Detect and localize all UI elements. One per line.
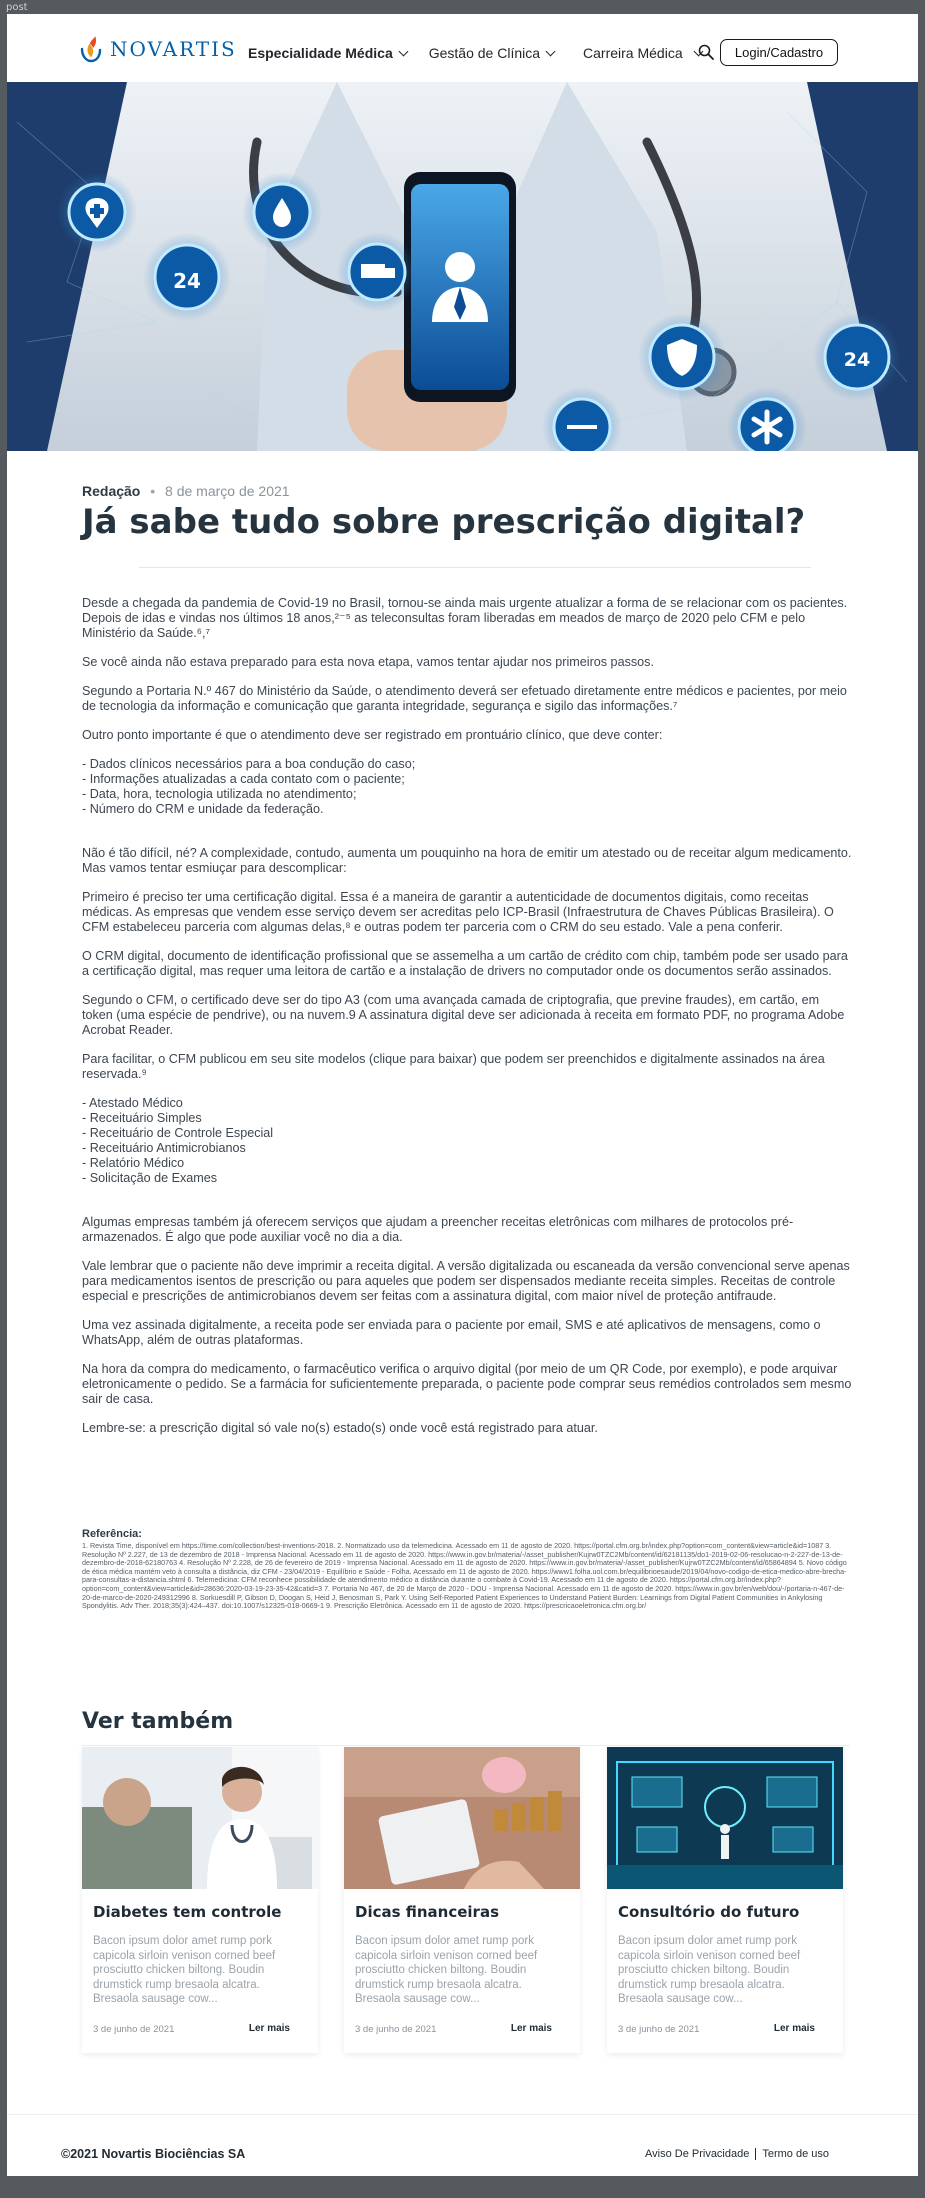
card-date: 3 de junho de 2021 — [93, 2024, 175, 2035]
read-more-link[interactable]: Ler mais — [248, 2023, 290, 2034]
card-title[interactable]: Diabetes tem controle — [93, 1903, 282, 1921]
footer-separator — [755, 2148, 756, 2160]
related-card[interactable] — [607, 1747, 843, 2053]
read-more-link[interactable]: Ler mais — [773, 2023, 815, 2034]
nav-item-label: Especialidade Médica — [248, 45, 393, 61]
list-item: - Solicitação de Exames — [82, 1171, 218, 1185]
nav-item-label: Gestão de Clínica — [428, 45, 541, 61]
meta-separator: • — [150, 483, 156, 499]
novartis-logo[interactable] — [78, 35, 237, 63]
references-text: 1. Revista Time, disponível em https://time.com/collection/best-inventions-2018. 2. Normatizado uso da telemedicina. Acessado em 11 de agosto de 2020. https://portal.cfm.org.br/index.php?option=com_content&view=article&id=1087 3. Resolução Nº 2.227, de 13 de dezembro de 2018 - Imprensa Nacional. Acessado em 11 de agosto de 2020. https://www.in.gov.br/materia/-/asset_publisher/Kujrw0TZC2Mb/content/id/62181135/do1-2019-02-06-resolucao-n-2-227-de-13-de-dezembro-de-2018-62180763 4. Resolução Nº 2.228, de 26 de fevereiro de 2019 - Imprensa Nacional. Acessado em 11 de agosto de 2020. https://www.in.gov.br/materia/-/asset_publisher/Kujrw0TZC2Mb/content/id/65864894 5. Novo código de ética médica mantém veto à consulta a distância, diz CFM - 23/04/2019 - Equilíbrio e Saúde - Folha. Acessado em 11 de agosto de 2020. https://www1.folha.uol.com.br/equilibrioesaude/2019/04/novo-codigo-de-etica-medico-abre-brecha-para-consultas-a-distancia.shtml 6. Telemedicina: CFM reconhece possibilidade de atendimento médico a distância durante o combate à Covid-19. Acessado em 11 de agosto de 2020. https://portal.cfm.org.br/index.php?option=com_content&view=article&id=28636:2020-03-19-23-35-42&catid=3 7. Portaria No 467, de 20 de Março de 2020 - DOU - Imprensa Nacional. Acessado em 11 de agosto de 2020. https://www.in.gov.br/en/web/dou/-/portaria-n-467-de-20-de-marco-de-2020-249312996 8. Sorkuesdill P, Gibson D, Doogan S, Heid J, Benosman S, Park Y. Using Self-Reported Patient Experiences to Understand Patient Burden: Learnings from Digital Patient Communities in Ankylosing Spondylitis. Adv Ther. 2018;35(3):424–437. doi:10.1007/s12325-018-0669-1 9. Prescrição Eletrônica. Acessado em 11 de agosto de 2020. https://prescricaoeletronica.cfm.org.br/ — [82, 1541, 847, 1611]
paragraph: Uma vez assinada digitalmente, a receita pode ser enviada para o paciente por email, SMS e até aplicativos de mensagens, como o WhatsApp, além de outras plataformas. — [82, 1318, 821, 1347]
novartis-flame-icon — [78, 35, 104, 63]
references — [82, 1528, 854, 1611]
list-item: - Informações atualizadas a cada contato com o paciente; — [82, 772, 405, 786]
footer-copyright: ©2021 Novartis Biociências SA — [61, 2147, 246, 2161]
article-author[interactable]: Redação — [82, 483, 141, 499]
nav-gestao-de-clinica[interactable] — [429, 45, 554, 61]
article-body — [82, 596, 852, 1450]
list-item: - Dados clínicos necessários para a boa condução do caso; — [82, 757, 416, 771]
card-image — [607, 1747, 843, 1889]
related-card[interactable] — [82, 1747, 318, 2053]
paragraph: O CRM digital, documento de identificação profissional que se assemelha a um cartão de crédito com chip, também pode ser usado para a certificação digital, mas requer uma leitora de cartão e a instalação de drivers no computador onde os documentos serão assinados. — [82, 949, 848, 978]
related-card[interactable] — [344, 1747, 580, 2053]
read-more-link[interactable]: Ler mais — [510, 2023, 552, 2034]
record-requirements-list — [82, 757, 852, 817]
nav-carreira-medica[interactable] — [583, 45, 702, 61]
card-excerpt: Bacon ipsum dolor amet rump pork capicola sirloin venison corned beef prosciutto chicken biltong. Boudin drumstick rump bresaola alcatra. Bresaola sausage cow... — [93, 1935, 276, 2005]
paragraph: Algumas empresas também já oferecem serviços que ajudam a preencher receitas eletrônicas com milhares de protocolos pré-armazenados. É algo que pode auxiliar você no dia a dia. — [82, 1215, 794, 1244]
article-title: Já sabe tudo sobre prescrição digital? — [82, 502, 806, 542]
hero-image — [7, 82, 918, 451]
article-date: 8 de março de 2021 — [165, 483, 290, 499]
list-item: - Relatório Médico — [82, 1156, 185, 1170]
list-item: - Número do CRM e unidade da federação. — [82, 802, 324, 816]
paragraph: Vale lembrar que o paciente não deve imprimir a receita digital. A versão digitalizada ou escaneada da versão convencional serve apenas para medicamentos isentos de prescrição ou para aqueles que podem ser dispensados mediante receita simples. Receitas de controle especial e prescrições de antimicrobianos devem ser feitas com a assinatura digital, com maior nível de proteção antifraude. — [82, 1259, 850, 1303]
search-icon[interactable] — [698, 44, 714, 60]
list-item: - Receituário Simples — [82, 1111, 202, 1125]
telemedicine-illustration — [7, 82, 918, 451]
page — [7, 14, 918, 2176]
paragraph: Primeiro é preciso ter uma certificação digital. Essa é a maneira de garantir a autenticidade de documentos digitais, como receitas médicas. As empresas que vendem esse serviço devem ser acreditas pelo ICP-Brasil (Infraestrutura de Chaves Públicas Brasileira). O CFM estabeleceu parceria com algumas delas,⁸ e outras podem ter parceria com o CRM do seu estado. Vale a pena conferir. — [82, 890, 834, 934]
frame-label: post — [6, 2, 28, 13]
list-item: - Receituário de Controle Especial — [82, 1126, 274, 1140]
paragraph: Não é tão difícil, né? A complexidade, contudo, aumenta um pouquinho na hora de emitir um atestado ou de receitar algum medicamento. Mas vamos tentar esmiuçar para descomplicar: — [82, 846, 852, 875]
references-title: Referência: — [82, 1528, 142, 1540]
paragraph: Se você ainda não estava preparado para esta nova etapa, vamos tentar ajudar nos primeiros passos. — [82, 655, 654, 669]
brand-name: NOVARTIS — [110, 37, 237, 61]
article-meta — [82, 483, 290, 499]
paragraph: Segundo o CFM, o certificado deve ser do tipo A3 (com uma avançada camada de criptografia, que previne fraudes), em cartão, em token (uma espécie de pendrive), ou na nuvem.9 A assinatura digital deve ser adicionada à receita em formato PDF, no programa Adobe Acrobat Reader. — [82, 993, 845, 1037]
list-item: - Receituário Antimicrobianos — [82, 1141, 246, 1155]
card-excerpt: Bacon ipsum dolor amet rump pork capicola sirloin venison corned beef prosciutto chicken biltong. Boudin drumstick rump bresaola alcatra. Bresaola sausage cow... — [355, 1935, 538, 2005]
paragraph: Lembre-se: a prescrição digital só vale no(s) estado(s) onde você está registrado para atuar. — [82, 1421, 598, 1435]
card-title[interactable]: Consultório do futuro — [618, 1903, 800, 1921]
paragraph: Na hora da compra do medicamento, o farmacêutico verifica o arquivo digital (por meio de um QR Code, por exemplo), e pode arquivar eletronicamente o pedido. Se a farmácia for suficientemente preparada, o paciente pode comprar seus remédios controlados sem mesmo sair de casa. — [82, 1362, 852, 1406]
paragraph: Para facilitar, o CFM publicou em seu site modelos (clique para baixar) que podem ser preenchidos e digitalmente assinados na área reservada.⁹ — [82, 1052, 825, 1081]
chevron-down-icon — [546, 46, 556, 56]
see-also-heading: Ver também — [82, 1709, 234, 1734]
site-header — [7, 14, 918, 82]
login-button[interactable]: Login/Cadastro — [720, 39, 838, 66]
list-item: - Data, hora, tecnologia utilizada no atendimento; — [82, 787, 357, 801]
list-item: - Atestado Médico — [82, 1096, 183, 1110]
card-date: 3 de junho de 2021 — [618, 2024, 700, 2035]
paragraph: Segundo a Portaria N.º 467 do Ministério da Saúde, o atendimento deverá ser efetuado diretamente entre médicos e pacientes, por meio de tecnologia da informação e comunicação que garanta integridade, segurança e sigilo das informações.⁷ — [82, 684, 847, 713]
chevron-down-icon — [398, 46, 408, 56]
nav-item-label: Carreira Médica — [583, 45, 683, 61]
paragraph: Desde a chegada da pandemia de Covid-19 no Brasil, tornou-se ainda mais urgente atualizar a forma de se relacionar com os pacientes. Depois de idas e vindas nos últimos 18 anos,²⁻⁵ as teleconsultas foram liberadas em meados de março de 2020 pelo CFM e pelo Ministério da Saúde.⁶,⁷ — [82, 596, 848, 640]
paragraph: Outro ponto importante é que o atendimento deve ser registrado em prontuário clínico, que deve conter: — [82, 728, 663, 742]
svg-text:24: 24 — [843, 349, 871, 371]
card-image — [344, 1747, 580, 1889]
card-image — [82, 1747, 318, 1889]
nav-especialidade-medica[interactable] — [248, 45, 407, 61]
privacy-link[interactable]: Aviso De Privacidade — [645, 2148, 750, 2160]
card-title[interactable]: Dicas financeiras — [355, 1903, 500, 1921]
see-also-divider — [82, 1745, 850, 1746]
terms-link[interactable]: Termo de uso — [762, 2148, 830, 2160]
title-divider — [139, 567, 811, 568]
card-date: 3 de junho de 2021 — [355, 2024, 437, 2035]
card-excerpt: Bacon ipsum dolor amet rump pork capicola sirloin venison corned beef prosciutto chicken biltong. Boudin drumstick rump bresaola alcatra. Bresaola sausage cow... — [618, 1935, 801, 2005]
footer-divider — [7, 2114, 918, 2115]
svg-text:24: 24 — [173, 269, 201, 293]
document-models-list — [82, 1096, 852, 1186]
main-nav — [248, 45, 724, 61]
footer-links — [645, 2148, 829, 2160]
